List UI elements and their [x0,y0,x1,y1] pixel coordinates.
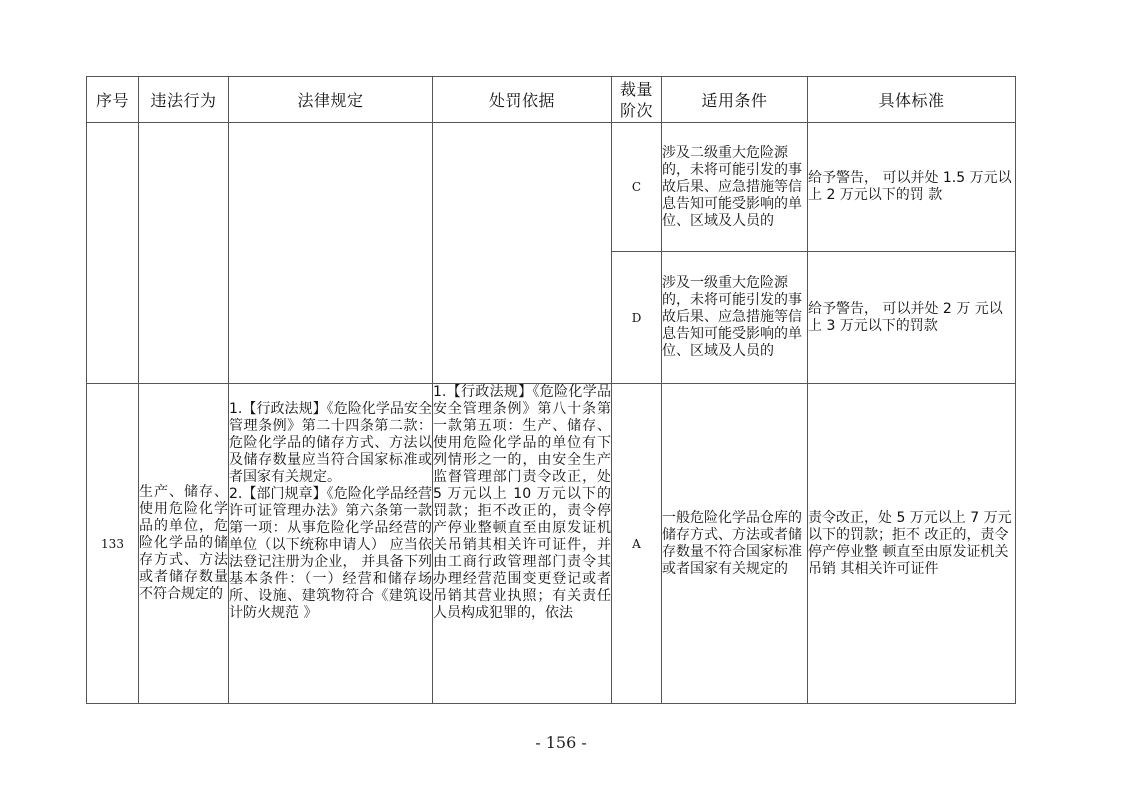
basis-text: 1.【行政法规】《危险化学品安全管理条例》第八十条第一款第五项：生产、储存、使用危险化学品的单位有下列情形之一的，由安全生产监督管理部门责令改正，处 5 万元以上 10 万元以下的罚款；拒不改正的，责令停产停业整顿直至由原发证机关吊销其相关许可证件，并由工商行政管理部门责令其办理经营范围变更登记或者吊销其营业执照；有关责任人员构成犯罪的，依法 [433,384,611,621]
level-cell: C [612,123,662,252]
violation-cell: 生产、储存、使用危险化学品的单位，危险化学品的储存方式、方法或者储存数量不符合规定的 [139,384,229,704]
table-header-row [87,77,1016,123]
seq-cell: 133 [87,384,139,704]
standard-cell: 责令改正，处 5 万元以上 7 万元以下的罚款；拒不 改正的，责令停产停业整 顿直至由原发证机关吊销 其相关许可证件 [808,384,1016,704]
header-law: 法律规定 [229,77,433,123]
penalty-standards-table [86,76,1016,704]
condition-cell: 涉及一级重大危险源的，未将可能引发的事故后果、应急措施等信息告知可能受影响的单位、区域及人员的 [662,252,808,384]
level-cell: D [612,252,662,384]
law-cell-continued [229,123,433,384]
table-row [87,384,1016,704]
header-level [612,77,662,123]
violation-cell-continued [139,123,229,384]
basis-cell [433,384,612,704]
standard-cell: 给予警告， 可以并处 2 万 元以上 3 万元以下的罚款 [808,252,1016,384]
basis-cell-continued [433,123,612,384]
header-basis: 处罚依据 [433,77,612,123]
standard-cell: 给予警告， 可以并处 1.5 万元以上 2 万元以下的罚 款 [808,123,1016,252]
condition-cell: 一般危险化学品仓库的储存方式、方法或者储存数量不符合国家标准或者国家有关规定的 [662,384,808,704]
header-standard: 具体标准 [808,77,1016,123]
header-seq: 序号 [87,77,139,123]
seq-cell-continued [87,123,139,384]
header-condition: 适用条件 [662,77,808,123]
condition-cell: 涉及二级重大危险源的，未将可能引发的事故后果、应急措施等信息告知可能受影响的单位、区域及人员的 [662,123,808,252]
header-violation: 违法行为 [139,77,229,123]
header-level-line1: 裁量 [619,79,653,99]
law-cell [229,384,433,704]
header-level-line2: 阶次 [619,100,653,120]
table-row [87,123,1016,252]
level-cell: A [612,384,662,704]
law-text: 1.【行政法规】《危险化学品安全管理条例》第二十四条第二款：危险化学品的储存方式、方法以及储存数量应当符合国家标准或者国家有关规定。 2.【部门规章】《危险化学品经营许可证管理办法》第六条第一款第一项：从事危险化学品经营的单位（以下统称申请人） 应当依法登记注册为企业， 并具备下列基本条件：（一）经营和储存场所、设施、建筑物符合《建筑设计防火规范 》 [229,401,432,621]
page-number: - 156 - [535,733,587,752]
